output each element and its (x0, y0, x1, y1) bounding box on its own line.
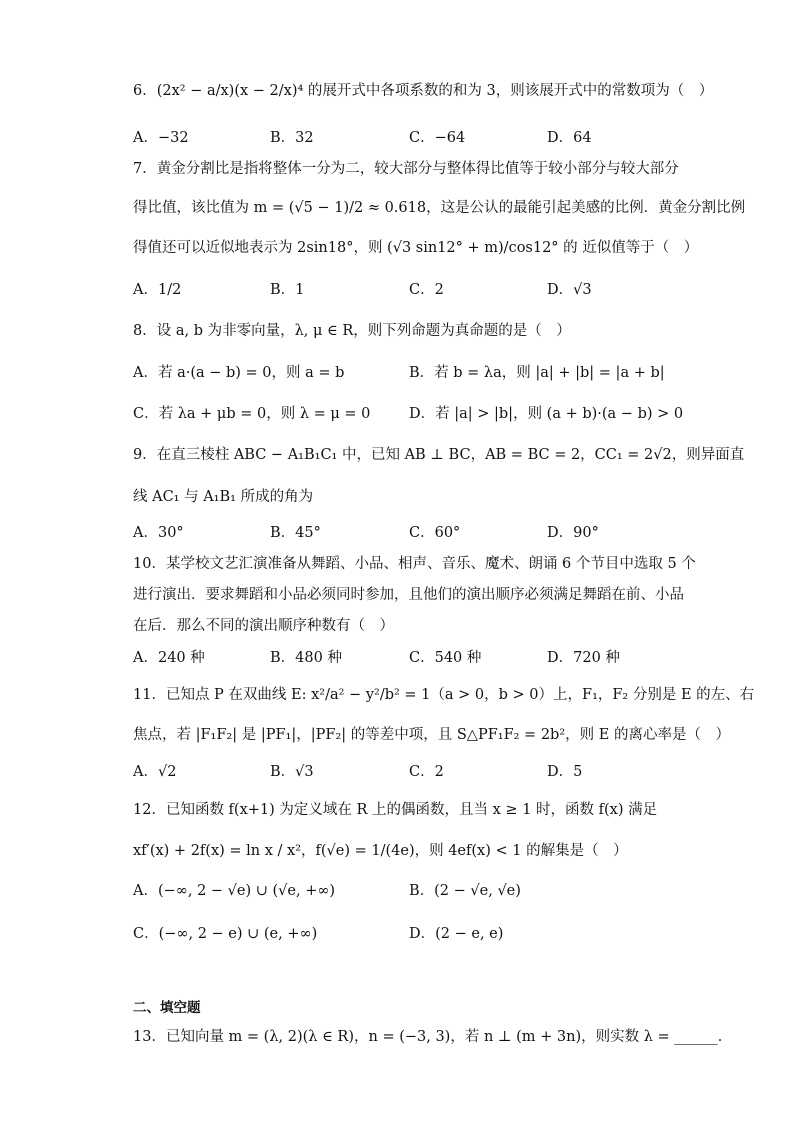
q10-option-c[interactable]: C．540 种 (409, 650, 482, 666)
q10-stem-line-1: 10．某学校文艺汇演准备从舞蹈、小品、相声、音乐、魔术、朗诵 6 个节目中选取 5 个 (133, 556, 696, 572)
q11-option-d[interactable]: D．5 (547, 764, 583, 780)
q7-option-b[interactable]: B．1 (270, 282, 305, 298)
q12-option-a[interactable]: A．(−∞, 2 − √e) ∪ (√e, +∞) (133, 883, 336, 899)
q8-option-c[interactable]: C．若 λa + μb = 0，则 λ = μ = 0 (133, 406, 371, 422)
q7-stem-line-3: 得值还可以近似地表示为 2sin18°，则 (√3 sin12° + m)/cos12° 的 近似值等于（ ） (133, 240, 699, 256)
q12-option-c[interactable]: C．(−∞, 2 − e) ∪ (e, +∞) (133, 926, 318, 942)
q12-option-b[interactable]: B．(2 − √e, √e) (409, 883, 521, 899)
q11-option-c[interactable]: C．2 (409, 764, 444, 780)
q8-option-b[interactable]: B．若 b = λa，则 |a| + |b| = |a + b| (409, 365, 665, 381)
section-2-title: 二、填空题 (133, 1000, 201, 1016)
q8-stem-line-1: 8．设 a, b 为非零向量，λ, μ ∈ R，则下列命题为真命题的是（ ） (133, 323, 571, 339)
q7-option-d[interactable]: D．√3 (547, 282, 592, 298)
q6-option-b[interactable]: B．32 (270, 130, 314, 146)
q10-option-b[interactable]: B．480 种 (270, 650, 342, 666)
q11-option-a[interactable]: A．√2 (133, 764, 177, 780)
q7-stem-line-1: 7．黄金分割比是指将整体一分为二，较大部分与整体得比值等于较小部分与较大部分 (133, 161, 679, 177)
q10-option-d[interactable]: D．720 种 (547, 650, 620, 666)
q11-stem-line-1: 11．已知点 P 在双曲线 E: x²/a² − y²/b² = 1（a > 0，b > 0）上，F₁，F₂ 分别是 E 的左、右 (133, 687, 755, 703)
q8-option-d[interactable]: D．若 |a| > |b|，则 (a + b)·(a − b) > 0 (409, 406, 684, 422)
q12-stem-line-1: 12．已知函数 f(x+1) 为定义域在 R 上的偶函数，且当 x ≥ 1 时，函数 f(x) 满足 (133, 802, 658, 818)
q12-option-d[interactable]: D．(2 − e, e) (409, 926, 504, 942)
q11-option-b[interactable]: B．√3 (270, 764, 314, 780)
q12-stem-line-2: xf′(x) + 2f(x) = ln x / x²，f(√e) = 1/(4e)，则 4ef(x) < 1 的解集是（ ） (133, 843, 628, 859)
q6-option-c[interactable]: C．−64 (409, 130, 466, 146)
q9-stem-line-2: 线 AC₁ 与 A₁B₁ 所成的角为 (133, 489, 314, 505)
q6-stem-line-1: 6．(2x² − a/x)(x − 2/x)⁴ 的展开式中各项系数的和为 3，则该展开式中的常数项为（ ） (133, 83, 714, 99)
q11-stem-line-2: 焦点，若 |F₁F₂| 是 |PF₁|，|PF₂| 的等差中项，且 S△PF₁F₂ = 2b²，则 E 的离心率是（ ） (133, 727, 730, 743)
q10-option-a[interactable]: A．240 种 (133, 650, 205, 666)
q7-option-c[interactable]: C．2 (409, 282, 444, 298)
q9-option-a[interactable]: A．30° (133, 525, 184, 541)
q9-option-d[interactable]: D．90° (547, 525, 599, 541)
q7-stem-line-2: 得比值，该比值为 m = (√5 − 1)/2 ≈ 0.618，这是公认的最能引起美感的比例．黄金分割比例 (133, 200, 746, 216)
q13-stem-line-1: 13．已知向量 m = (λ, 2)(λ ∈ R)，n = (−3, 3)，若 n ⊥ (m + 3n)，则实数 λ = ______． (133, 1029, 733, 1045)
q10-stem-line-3: 在后．那么不同的演出顺序种数有（ ） (133, 618, 394, 634)
q10-stem-line-2: 进行演出．要求舞蹈和小品必须同时参加，且他们的演出顺序必须满足舞蹈在前、小品 (133, 587, 684, 603)
q9-option-c[interactable]: C．60° (409, 525, 461, 541)
q6-option-d[interactable]: D．64 (547, 130, 592, 146)
q6-option-a[interactable]: A．−32 (133, 130, 189, 146)
q9-stem-line-1: 9．在直三棱柱 ABC − A₁B₁C₁ 中，已知 AB ⊥ BC，AB = BC = 2，CC₁ = 2√2，则异面直 (133, 447, 745, 463)
q8-option-a[interactable]: A．若 a·(a − b) = 0，则 a = b (133, 365, 345, 381)
q9-option-b[interactable]: B．45° (270, 525, 321, 541)
q7-option-a[interactable]: A．1/2 (133, 282, 182, 298)
